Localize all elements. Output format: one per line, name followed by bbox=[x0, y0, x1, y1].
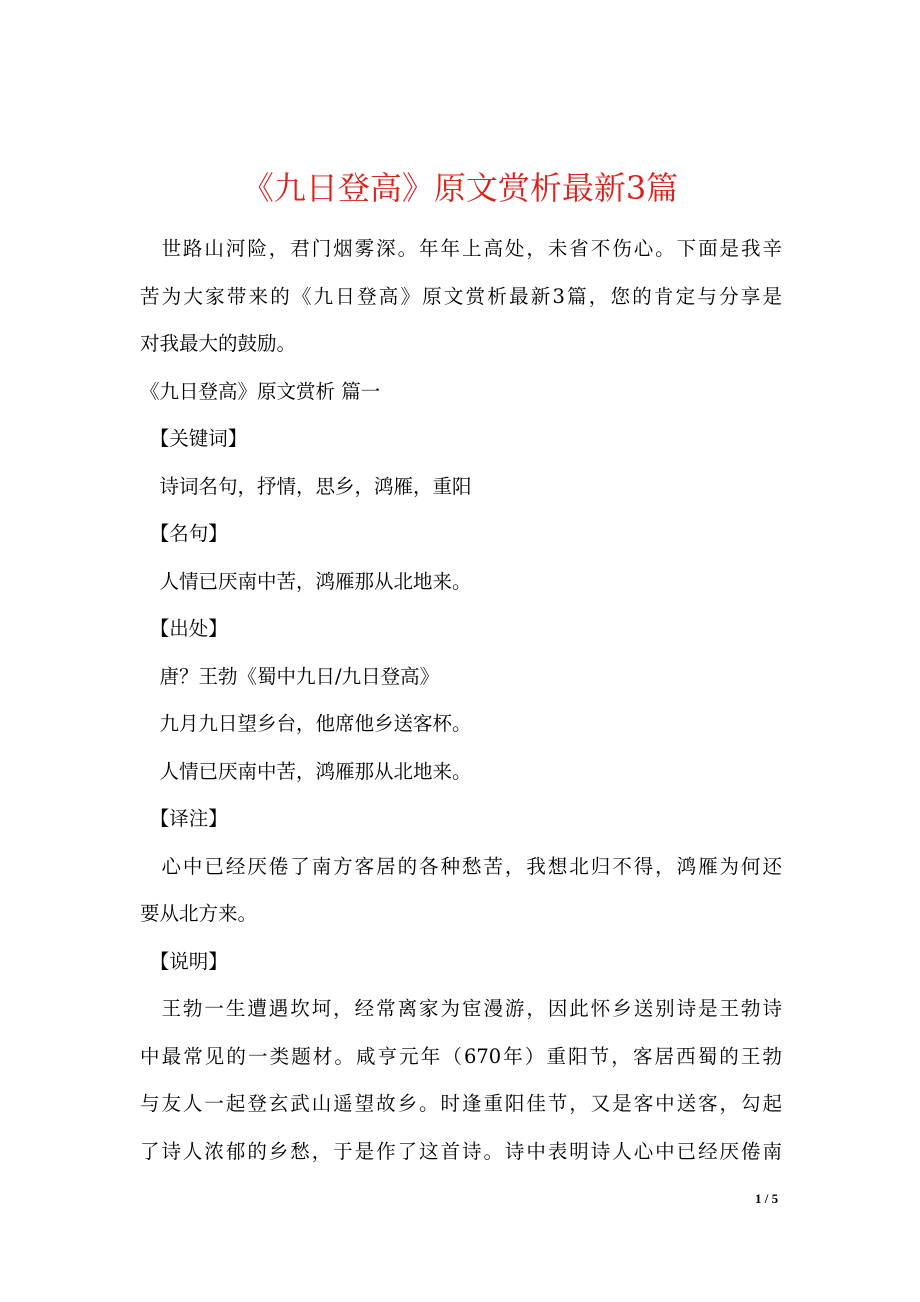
translation-line: 要从北方来。 bbox=[140, 902, 258, 925]
label-translation: 【译注】 bbox=[140, 807, 228, 830]
poem-line: 九月九日望乡台，他席他乡送客杯。 bbox=[140, 712, 472, 735]
paragraph-line: 苦为大家带来的《九日登高》原文赏析最新3篇，您的肯定与分享是 bbox=[140, 285, 782, 308]
explanation-line: 中最常见的一类题材。咸亨元年（670年）重阳节，客居西蜀的王勃 bbox=[140, 1045, 782, 1068]
poem-line: 人情已厌南中苦，鸿雁那从北地来。 bbox=[140, 760, 472, 783]
explanation-line: 与友人一起登玄武山遥望故乡。时逢重阳佳节，又是客中送客，勾起 bbox=[140, 1092, 782, 1115]
paragraph-line: 对我最大的鼓励。 bbox=[140, 332, 297, 355]
label-keywords: 【关键词】 bbox=[140, 427, 248, 450]
document-title: 《九日登高》原文赏析最新3篇 bbox=[241, 169, 679, 208]
paragraph-line: 世路山河险，君门烟雾深。年年上高处，未省不伤心。下面是我辛 bbox=[140, 237, 782, 260]
label-source: 【出处】 bbox=[140, 617, 228, 640]
source-text: 唐？王勃《蜀中九日/九日登高》 bbox=[140, 665, 440, 688]
section-heading: 《九日登高》原文赏析 篇一 bbox=[140, 380, 381, 403]
label-explanation: 【说明】 bbox=[140, 950, 228, 973]
explanation-line: 王勃一生遭遇坎坷，经常离家为宦漫游，因此怀乡送别诗是王勃诗 bbox=[140, 997, 782, 1020]
label-famous-line: 【名句】 bbox=[140, 522, 228, 545]
translation-line: 心中已经厌倦了南方客居的各种愁苦，我想北归不得，鸿雁为何还 bbox=[140, 855, 782, 878]
explanation-line: 了诗人浓郁的乡愁，于是作了这首诗。诗中表明诗人心中已经厌倦南 bbox=[140, 1140, 782, 1163]
page-number: 1 / 5 bbox=[755, 1191, 779, 1206]
keywords-text: 诗词名句，抒情，思乡，鸿雁，重阳 bbox=[140, 475, 472, 498]
famous-line-text: 人情已厌南中苦，鸿雁那从北地来。 bbox=[140, 570, 472, 593]
